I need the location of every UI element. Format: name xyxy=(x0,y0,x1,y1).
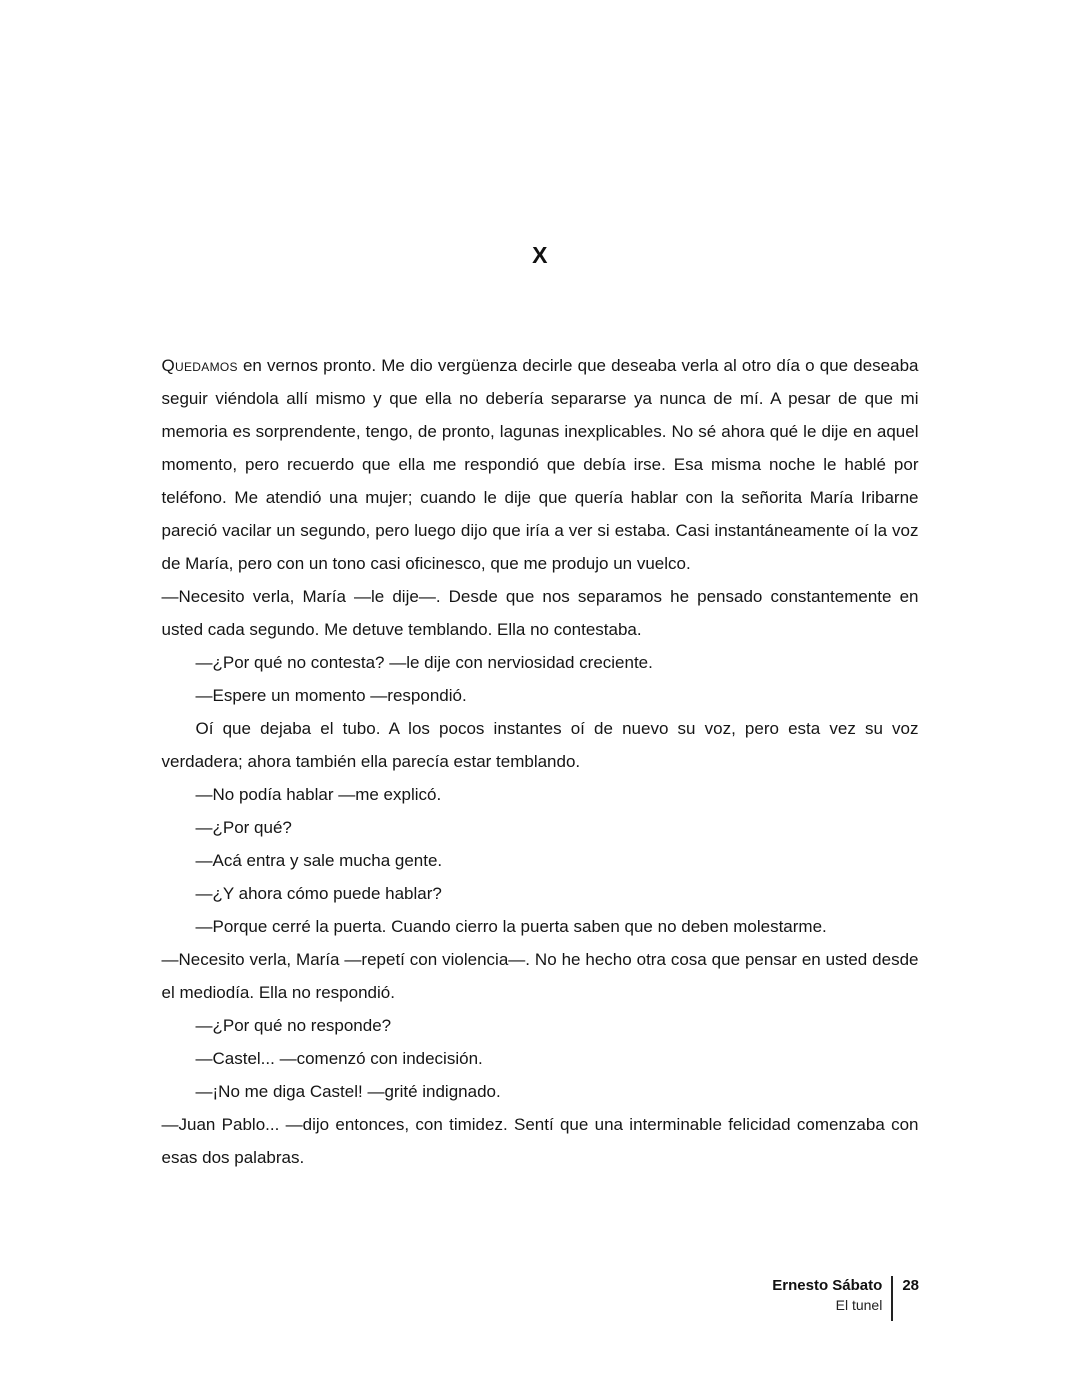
dialogue-line: —Porque cerré la puerta. Cuando cierro la puerta saben que no deben molestarme. xyxy=(195,917,827,936)
footer-page-number: 28 xyxy=(902,1277,919,1294)
footer-book-title: El tunel xyxy=(835,1297,883,1313)
dialogue-line: —Juan Pablo... —dijo entonces, con timidez. Sentí que una interminable felicidad comenzaba con esas dos palabras. xyxy=(161,1115,919,1167)
page-footer xyxy=(772,1276,919,1321)
dialogue-line: —Espere un momento —respondió. xyxy=(195,686,467,705)
dialogue-line: —¿Y ahora cómo puede hablar? xyxy=(195,884,442,903)
dialogue-line: —Necesito verla, María —le dije—. Desde que nos separamos he pensado constantemente en usted cada segundo. Me detuve temblando. Ella no contestaba. xyxy=(161,587,919,639)
paragraph xyxy=(162,349,919,580)
dialogue-line: —¿Por qué no responde? xyxy=(195,1016,392,1035)
dialogue-line: —Necesito verla, María —repetí con violencia—. No he hecho otra cosa que pensar en usted desde el mediodía. Ella no respondió. xyxy=(161,950,919,1002)
dialogue-line: —¿Por qué? xyxy=(195,818,292,837)
dialogue-line: —¡No me diga Castel! —grité indignado. xyxy=(195,1082,501,1101)
chapter-heading: X xyxy=(532,242,548,268)
footer-author: Ernesto Sábato xyxy=(772,1277,883,1294)
dialogue-line: —No podía hablar —me explicó. xyxy=(195,785,442,804)
paragraph-text: en vernos pronto. Me dio vergüenza decirle que deseaba verla al otro día o que deseaba seguir viéndola allí mismo y que ella no debería separarse ya nunca de mí. A pesar de que mi memoria es sorprendente, tengo, de pronto, lagunas inexplicables. No sé ahora qué le dije en aquel momento, pero recuerdo que ella me respondió que debía irse. Esa misma noche le hablé por teléfono. Me atendió una mujer; cuando le dije que quería hablar con la señorita María Iribarne pareció vacilar un segundo, pero luego dijo que iría a ver si estaba. Casi instantáneamente oí la voz de María, pero con un tono casi oficinesco, que me produjo un vuelco. xyxy=(161,356,919,573)
dialogue-line: —¿Por qué no contesta? —le dije con nerviosidad creciente. xyxy=(195,653,653,672)
paragraph: Oí que dejaba el tubo. A los pocos instantes oí de nuevo su voz, pero esta vez su voz verdadera; ahora también ella parecía estar temblando. xyxy=(161,719,919,771)
page-body-text xyxy=(162,349,919,1174)
footer-text-block xyxy=(772,1276,893,1321)
lead-word: Quedamos xyxy=(161,356,238,375)
dialogue-line: —Acá entra y sale mucha gente. xyxy=(195,851,443,870)
dialogue-line: —Castel... —comenzó con indecisión. xyxy=(195,1049,483,1068)
